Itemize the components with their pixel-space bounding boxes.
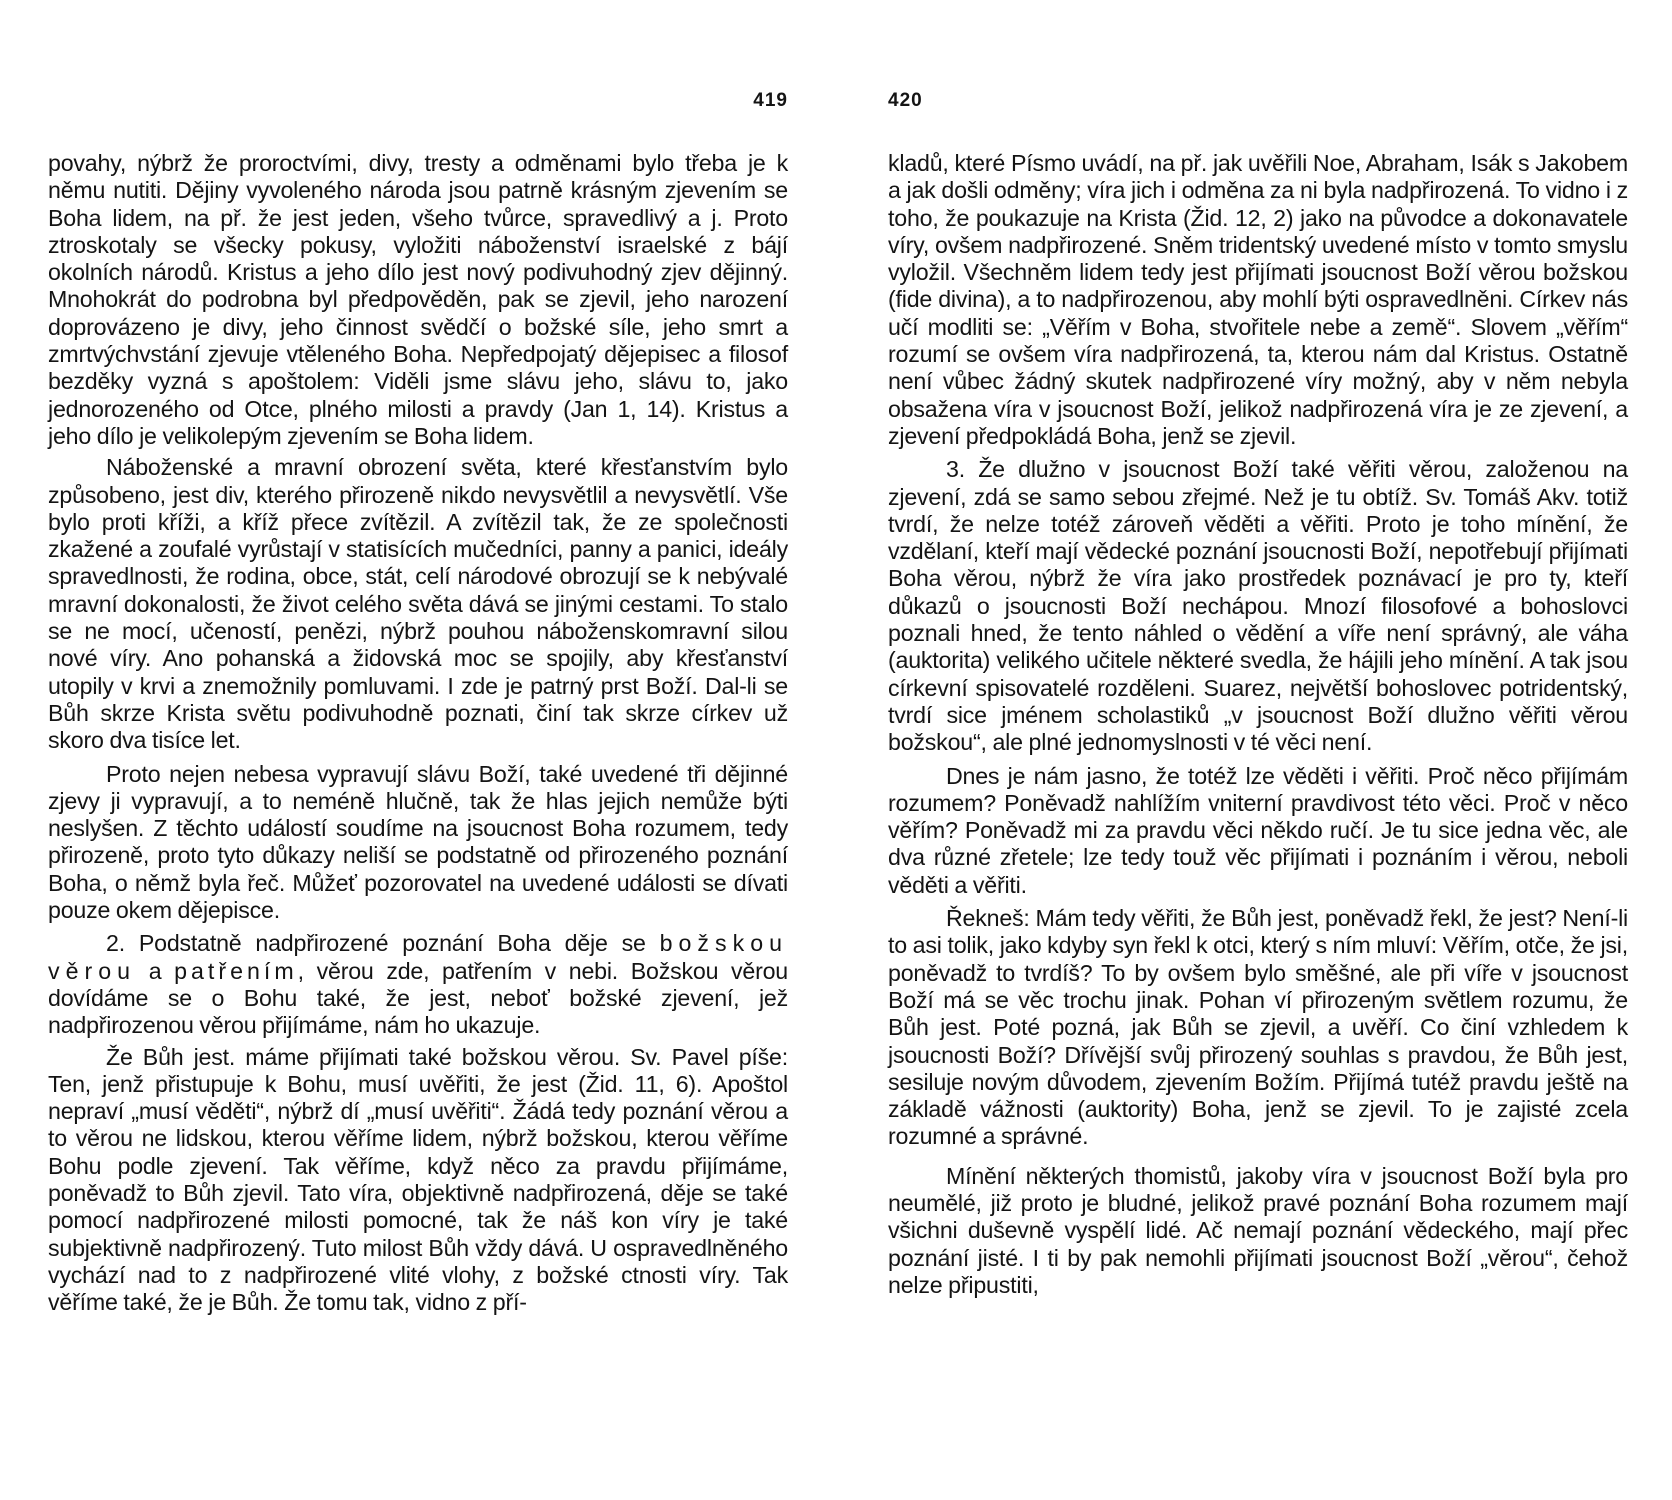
paragraph: Náboženské a mravní obrození světa, které křesťanstvím bylo způsobeno, jest div, kterého přirozeně nikdo nevysvětlil a nevysvětlí. Vše bylo proti kříži, a kříž přece zvítězil. A zvítězil tak, že ze společnosti zkažené a zoufalé vyrůstají v statisících mučedníci, panny a panici, ideály spravedlnosti, že rodina, obce, stát, celí národové obrozují se k nebývalé mravní dokonalosti, že život celého světa dává se jinými cestami. To stalo se ne mocí, učeností, penězi, nýbrž pouhou náboženskomravní silou nové víry. Ano pohanská a židovská moc se spojily, aby křesťanství utopily v krvi a znemožnily pomluvami. I zde je patrný prst Boží. Dal-li se Bůh skrze Krista světu podivuhodně poznati, činí tak skrze církev už skoro dva tisíce let. xyxy=(48,454,788,754)
paragraph: Že Bůh jest. máme přijímati také božskou věrou. Sv. Pavel píše: Ten, jenž přistupuje k Bohu, musí uvěřiti, že jest (Žid. 11, 6). Apoštol nepraví „musí věděti“, nýbrž dí „musí uvěřiti“. Žádá tedy poznání věrou a to věrou ne lidskou, kterou věříme lidem, nýbrž božskou, kterou věříme Bohu podle zjevení. Tak věříme, když něco za pravdu přijímáme, poněvadž to Bůh zjevil. Tato víra, objektivně nadpřirozená, děje se také pomocí nadpřirozené milosti pomocné, tak že náš kon víry je také subjektivně nadpřirozený. Tuto milost Bůh vždy dává. U ospravedlněného vychází nad to z nadpřirozené vlité vlohy, z božské ctnosti víry. Tak věříme také, že je Bůh. Že tomu tak, vidno z pří- xyxy=(48,1043,788,1316)
paragraph-text: 2. Podstatně nadpřirozené poznání Boha děje se xyxy=(106,930,660,957)
page-number-left: 419 xyxy=(753,90,788,111)
left-page xyxy=(48,0,788,1500)
paragraph: kladů, které Písmo uvádí, na př. jak uvěřili Noe, Abraham, Isák s Jakobem a jak došli odměny; víra jich i odměna za ni byla nadpřirozená. To vidno i z toho, že poukazuje na Krista (Žid. 12, 2) jako na původce a dokonavatele víry, ovšem nadpřirozené. Sněm tridentský uvedené místo v tomto smyslu vyložil. Všechněm lidem tedy jest přijímati jsoucnost Boží věrou božskou (fide divina), a to nadpřirozenou, aby mohlí býti ospravedlněni. Církev nás učí modliti se: „Věřím v Boha, stvořitele nebe a země“. Slovem „věřím“ rozumí se ovšem víra nadpřirozená, ta, kterou nám dal Kristus. Ostatně není vůbec žádný skutek nadpřirozené víry možný, aby v něm nebyla obsažena víra v jsoucnost Boží, jelikož nadpřirozená víra je ze zjevení, a zjevení předpokládá Boha, jenž se zjevil. xyxy=(888,150,1628,449)
right-page xyxy=(888,0,1628,1500)
paragraph: Mínění některých thomistů, jakoby víra v jsoucnost Boží byla pro neumělé, již proto je bludné, jelikož pravé poznání Boha rozumem mají všichni duševně vyspělí lidé. Ač nemají poznání vědeckého, mají přec poznání jisté. I ti by pak nemohli přijímati jsoucnost Boží „věrou“, čehož nelze připustiti, xyxy=(888,1162,1628,1298)
paragraph: povahy, nýbrž že proroctvími, divy, tresty a odměnami bylo třeba je k němu nutiti. Dějiny vyvoleného národa jsou patrně krásným zjevením se Boha lidem, na př. že jest jeden, všeho tvůrce, spravedlivý a j. Proto ztroskotaly se všecky pokusy, vyložiti náboženství israelské z bájí okolních národů. Kristus a jeho dílo jest nový podivuhodný zjev dějinný. Mnohokrát do podrobna byl předpověděn, pak se zjevil, jeho narození doprovázeno je divy, jeho činnost svědčí o božské síle, jeho smrt a zmrtvýchvstání zjevuje vtěleného Boha. Nepředpojatý dějepisec a filosof bezděky vyzná s apoštolem: Viděli jsme slávu jeho, slávu to, jako jednorozeného od Otce, plného milosti a pravdy (Jan 1, 14). Kristus a jeho dílo je velikolepým zjevením se Boha lidem. xyxy=(48,150,788,449)
left-page-text xyxy=(48,150,788,1320)
page-number-right: 420 xyxy=(888,90,923,111)
emphasis-text: patřením xyxy=(174,957,298,984)
paragraph: Dnes je nám jasno, že totéž lze věděti i věřiti. Proč něco přijímám rozumem? Poněvadž nahlížím vniterní pravdivost této věci. Proč v něco věřím? Poněvadž mi za pravdu věci někdo ručí. Je tu sice jedna věc, ale dva různé zřetele; lze tedy touž věc přijímati i poznáním i věrou, neboli věděti a věřiti. xyxy=(888,762,1628,898)
emphasis-text: božskou xyxy=(659,930,788,957)
paragraph-text: , věrou zde, patřením v nebi. Božskou věrou dovídáme se o Bohu také, že jest, neboť božské zjevení, jež nadpřirozenou věrou přijímáme, nám ho ukazuje. xyxy=(48,957,788,1039)
emphasis-text: věrou xyxy=(48,957,137,984)
paragraph-text: a xyxy=(136,957,175,984)
paragraph: Proto nejen nebesa vypravují slávu Boží, také uvedené tři dějinné zjevy ji vypravují, a to neméně hlučně, tak že hlas jejich nemůže býti neslyšen. Z těchto událostí soudíme na jsoucnost Boha rozumem, tedy přirozeně, proto tyto důkazy neliší se podstatně od přirozeného poznání Boha, o němž byla řeč. Můžeť pozorovatel na uvedené události se dívati pouze okem dějepisce. xyxy=(48,760,788,924)
right-page-text xyxy=(888,150,1628,1303)
paragraph xyxy=(48,930,788,1039)
paragraph: 3. Že dlužno v jsoucnost Boží také věřiti věrou, založenou na zjevení, zdá se samo sebou zřejmé. Než je tu obtíž. Sv. Tomáš Akv. totiž tvrdí, že nelze totéž zároveň věděti a věřiti. Proto je toho mínění, že vzdělaní, kteří mají vědecké poznání jsoucnosti Boží, nepotřebují přijímati Boha věrou, nýbrž že víra jako prostředek poznávací je pro ty, kteří důkazů o jsoucnosti Boží nechápou. Mnozí filosofové a bohoslovci poznali hned, že tento náhled o vědění a víře není správný, ale váha (auktorita) velikého učitele některé svedla, že hájili jeho mínění. A tak jsou církevní spisovatelé rozděleni. Suarez, největší bohoslovec potridentský, tvrdí sice jménem scholastiků „v jsoucnost Boží dlužno věřiti věrou božskou“, ale plné jednomyslnosti v té věci není. xyxy=(888,456,1628,756)
paragraph: Řekneš: Mám tedy věřiti, že Bůh jest, poněvadž řekl, že jest? Není-li to asi tolik, jako kdyby syn řekl k otci, který s ním mluví: Věřím, otče, že jsi, poněvadž to tvrdíš? To by ovšem bylo směšné, ale při víře v jsoucnost Boží má se věc trochu jinak. Pohan ví přirozeným světlem rozumu, že Bůh jest. Poté pozná, jak Bůh se zjevil, a uvěří. Co činí vzhledem k jsoucnosti Boží? Dřívější svůj přirozený souhlas s pravdou, že Bůh jest, sesiluje novým důvodem, zjevením Božím. Přijímá tutéž pravdu ještě na základě vážnosti (auktority) Boha, jenž se zjevil. To je zajisté zcela rozumné a správné. xyxy=(888,905,1628,1150)
